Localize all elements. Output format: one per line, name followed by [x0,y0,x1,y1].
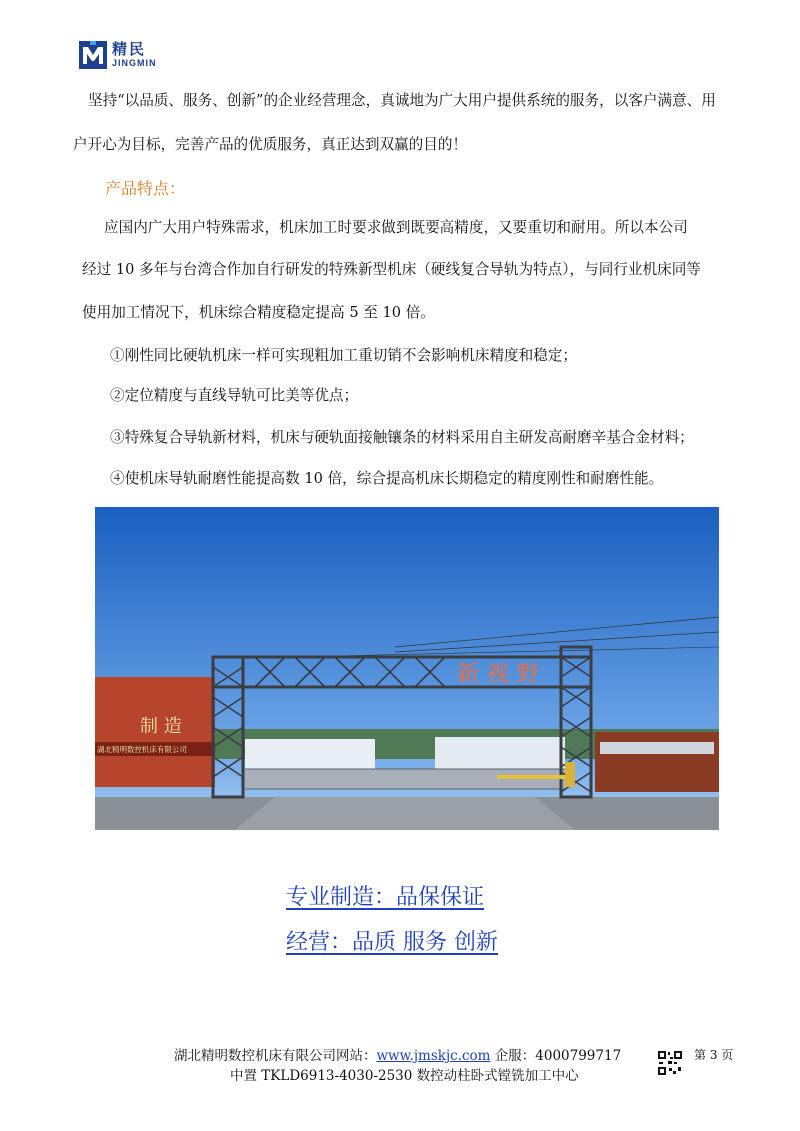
page-number: 第 3 页 [694,1048,734,1062]
logo-cn-text: 精民 [112,40,147,58]
features-paragraph-line-2: 经过 10 多年与台湾合作加自行研发的特殊新型机床（硬线复合导轨为特点），与同行业机床同等 [82,261,701,278]
footer-product-line: 中置 TKLD6913-4030-2530 数控动柱卧式镗铣加工中心 [230,1068,579,1084]
features-heading: 产品特点： [105,179,186,198]
feature-item-3: ③特殊复合导轨新材料，机床与硬轨面接触镶条的材料采用自主研发高耐磨辛基合金材料； [110,429,694,446]
wall-chars: 制 造 [140,716,182,737]
feature-item-1: ①刚性同比硬轨机床一样可实现粗加工重切销不会影响机床精度和稳定； [110,347,578,364]
features-paragraph-line-1: 应国内广大用户特殊需求，机床加工时要求做到既要高精度，又要重切和耐用。所以本公司 [104,219,688,236]
intro-line-1: 坚持“以品质、服务、创新”的企业经营理念，真诚地为广大用户提供系统的服务，以客户满意、用 [88,92,716,109]
slogan-line-1: 专业制造：品保保证 [286,885,485,910]
footer-service-hotline: 企服：4000799717 [490,1048,622,1064]
qr-code-icon [657,1050,683,1076]
company-logo [78,40,157,70]
feature-item-2: ②定位精度与直线导轨可比美等优点； [110,387,359,404]
slogan-line-2: 经营：品质 服务 创新 [286,930,498,955]
factory-gate-illustration [95,507,719,830]
footer-website-link[interactable]: www.jmskjc.com [376,1048,491,1064]
wall-banner: 湖北精明数控机床有限公司 [97,745,187,754]
footer-company-prefix: 湖北精明数控机床有限公司网站： [174,1048,377,1064]
factory-gate-photo [95,507,719,830]
jingmin-logo-icon [78,40,108,70]
footer-company-line [174,1044,621,1064]
logo-en-text: JINGMIN [112,58,157,68]
features-paragraph-line-3: 使用加工情况下，机床综合精度稳定提高 5 至 10 倍。 [82,304,435,321]
gate-sign: 新视野 [457,662,548,687]
intro-line-2: 户开心为目标，完善产品的优质服务，真正达到双赢的目的！ [73,136,468,153]
feature-item-4: ④使机床导轨耐磨性能提高数 10 倍，综合提高机床长期稳定的精度刚性和耐磨性能。 [110,470,664,487]
